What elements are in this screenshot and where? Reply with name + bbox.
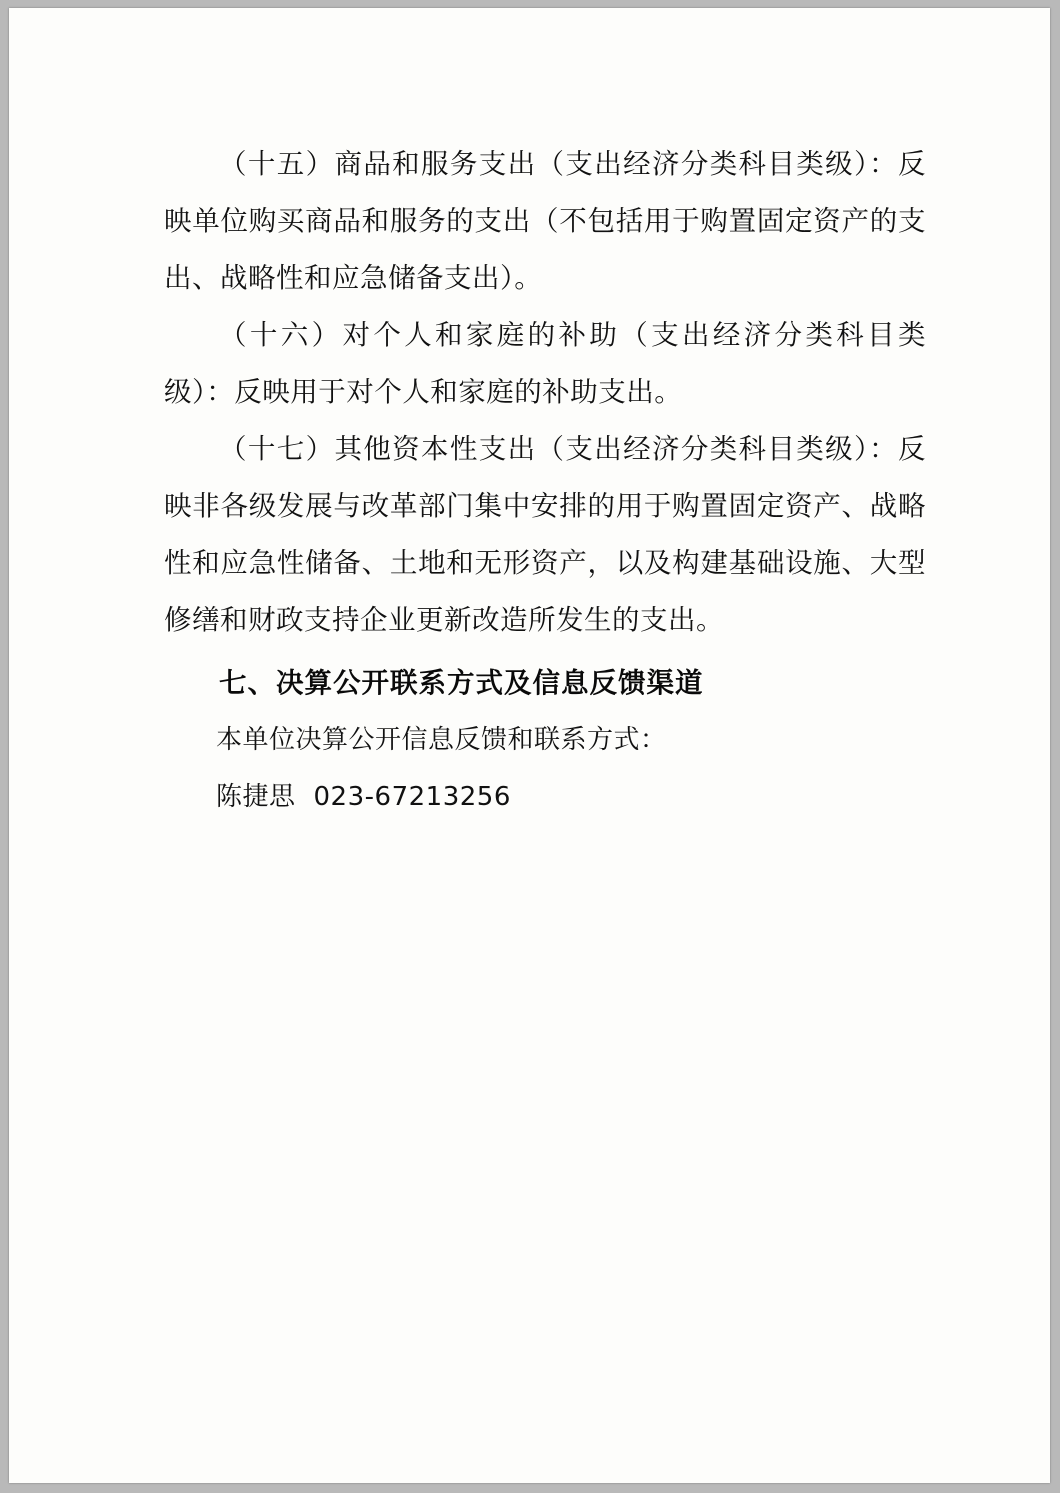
paragraph-item-15: （十五）商品和服务支出（支出经济分类科目类级）：反映单位购买商品和服务的支出（不包括用于购置固定资产的支出、战略性和应急储备支出）。 <box>164 148 926 294</box>
section-intro-text: 本单位决算公开信息反馈和联系方式： <box>216 725 667 755</box>
document-page <box>9 8 1050 1483</box>
paragraph-item-17: （十七）其他资本性支出（支出经济分类科目类级）：反映非各级发展与改革部门集中安排的用于购置固定资产、战略性和应急性储备、土地和无形资产，以及构建基础设施、大型修缮和财政支持企业更新改造所发生的支出。 <box>164 433 926 636</box>
contact-line <box>164 769 926 826</box>
contact-phone: 023-67213256 <box>313 782 511 812</box>
section-heading-seven: 七、决算公开联系方式及信息反馈渠道 <box>219 667 704 699</box>
paragraph-item-16: （十六）对个人和家庭的补助（支出经济分类科目类级）：反映用于对个人和家庭的补助支出。 <box>164 319 926 408</box>
page-content <box>164 136 926 826</box>
contact-name: 陈捷思 <box>216 782 296 812</box>
